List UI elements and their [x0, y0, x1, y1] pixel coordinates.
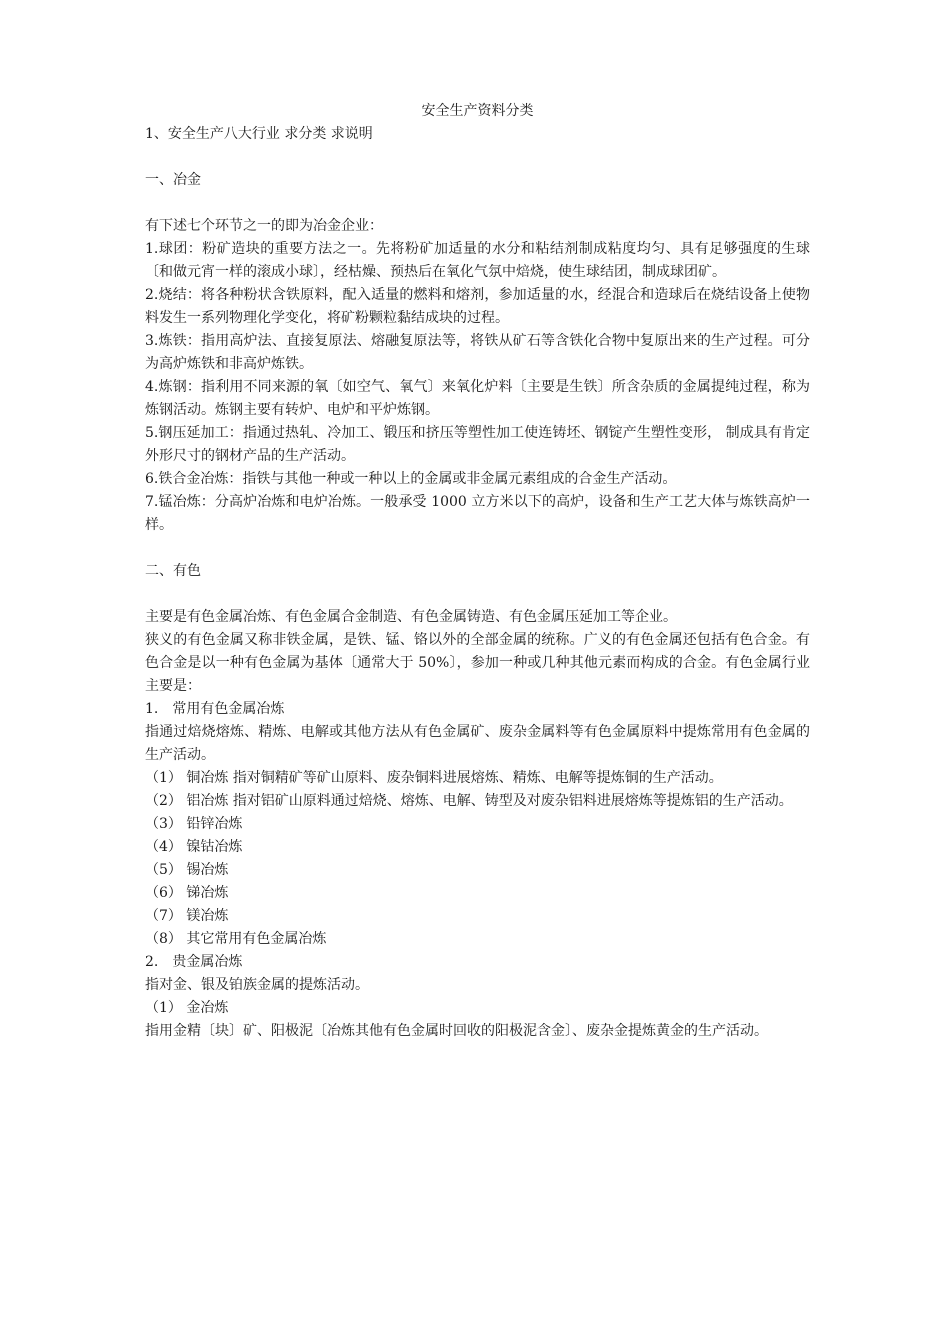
paragraph: 指用金精〔块〕矿、阳极泥〔冶炼其他有色金属时回收的阳极泥含金〕、废杂金提炼黄金的生产活动。 — [145, 1023, 768, 1039]
list-item: （5） 锡冶炼 — [145, 862, 229, 878]
spacer — [145, 192, 810, 215]
list-item: （6） 锑冶炼 — [145, 885, 229, 901]
list-item: （4） 镍钴冶炼 — [145, 839, 243, 855]
list-item: 4.炼钢：指利用不同来源的氧〔如空气、氧气〕来氧化炉料〔主要是生铁〕所含杂质的金属提纯过程，称为炼钢活动。炼钢主要有转炉、电炉和平炉炼钢。 — [145, 379, 810, 418]
section-heading-metallurgy: 一、冶金 — [145, 172, 201, 188]
list-item: （2） 铝冶炼 指对铝矿山原料通过焙烧、熔炼、电解、铸型及对废杂铝料进展熔炼等提炼铝的生产活动。 — [145, 793, 793, 809]
page-title: 安全生产资料分类 — [421, 103, 534, 119]
list-item: （7） 镁冶炼 — [145, 908, 229, 924]
list-item: 3.炼铁：指用高炉法、直接复原法、熔融复原法等，将铁从矿石等含铁化合物中复原出来的生产过程。可分为高炉炼铁和非高炉炼铁。 — [145, 333, 810, 372]
spacer — [145, 583, 810, 606]
list-item: 7.锰冶炼：分高炉冶炼和电炉冶炼。一般承受 1000 立方米以下的高炉，设备和生产工艺大体与炼铁高炉一样。 — [145, 494, 810, 533]
list-item: 2.烧结：将各种粉状含铁原料，配入适量的燃料和熔剂，参加适量的水，经混合和造球后在烧结设备上使物料发生一系列物理化学变化，将矿粉颗粒黏结成块的过程。 — [145, 287, 810, 326]
list-item: （1） 铜冶炼 指对铜精矿等矿山原料、废杂铜料进展熔炼、精炼、电解等提炼铜的生产活动。 — [145, 770, 723, 786]
paragraph: 指对金、银及铂族金属的提炼活动。 — [145, 977, 369, 993]
list-item: （1） 金冶炼 — [145, 1000, 229, 1016]
subheading: 2. 贵金属冶炼 — [145, 954, 243, 970]
section-heading-nonferrous: 二、有色 — [145, 563, 201, 579]
paragraph: 指通过焙烧熔炼、精炼、电解或其他方法从有色金属矿、废杂金属料等有色金属原料中提炼常用有色金属的生产活动。 — [145, 724, 810, 763]
paragraph: 主要是有色金属冶炼、有色金属合金制造、有色金属铸造、有色金属压延加工等企业。 — [145, 609, 677, 625]
list-item: 1.球团：粉矿造块的重要方法之一。先将粉矿加适量的水分和粘结剂制成粘度均匀、具有足够强度的生球〔和做元宵一样的滚成小球〕，经枯燥、预热后在氧化气氛中焙烧，使生球结团，制成球团矿。 — [145, 241, 810, 280]
subheading: 1. 常用有色金属冶炼 — [145, 701, 285, 717]
paragraph: 狭义的有色金属又称非铁金属，是铁、锰、铬以外的全部金属的统称。广义的有色金属还包括有色合金。有色合金是以一种有色金属为基体〔通常大于 50%〕，参加一种或几种其他元素而构成的合金。有色金属行业主要是： — [145, 632, 810, 694]
question-line: 1、安全生产八大行业 求分类 求说明 — [145, 126, 373, 142]
list-item: 5.钢压延加工：指通过热轧、冷加工、锻压和挤压等塑性加工使连铸坯、钢锭产生塑性变形， 制成具有肯定外形尺寸的钢材产品的生产活动。 — [145, 425, 810, 464]
list-item: （8） 其它常用有色金属冶炼 — [145, 931, 327, 947]
spacer — [145, 537, 810, 560]
list-item: （3） 铅锌冶炼 — [145, 816, 243, 832]
spacer — [145, 146, 810, 169]
section-intro: 有下述七个环节之一的即为冶金企业： — [145, 218, 383, 234]
document-body — [145, 100, 810, 1043]
list-item: 6.铁合金冶炼：指铁与其他一种或一种以上的金属或非金属元素组成的合金生产活动。 — [145, 471, 677, 487]
